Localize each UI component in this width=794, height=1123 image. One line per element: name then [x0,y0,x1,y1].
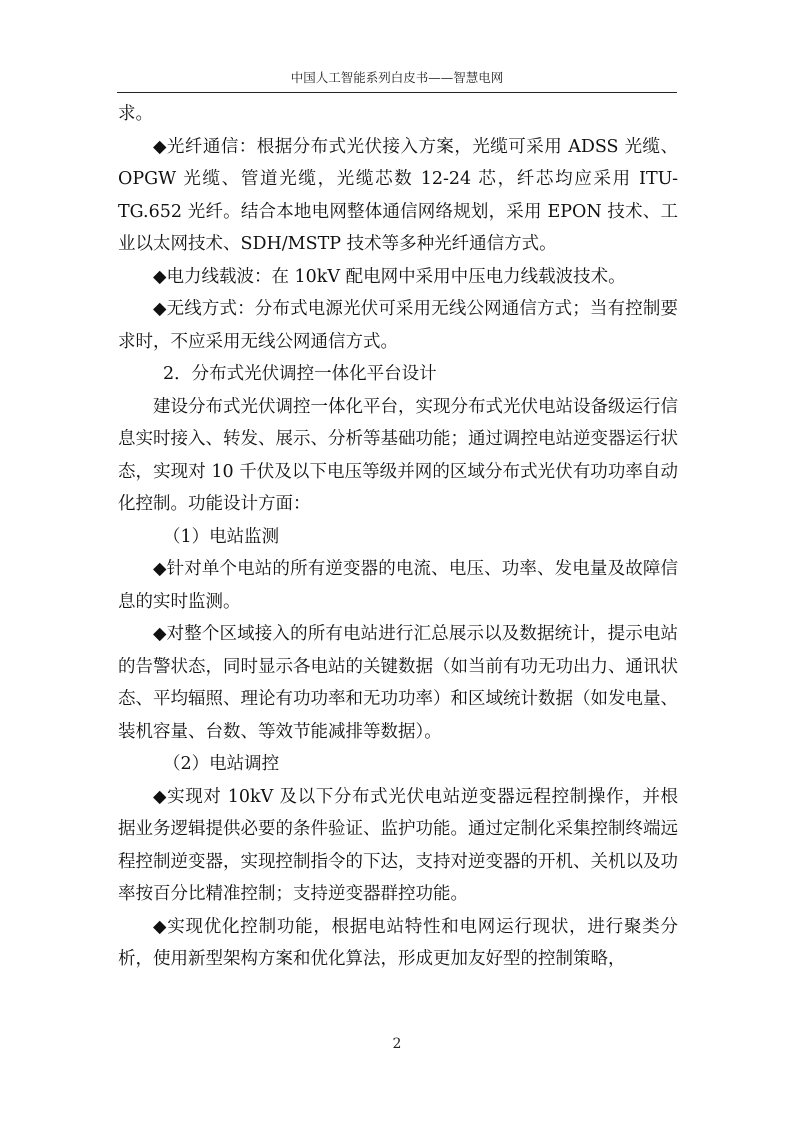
document-body [118,98,678,976]
section-heading-platform-design: 2．分布式光伏调控一体化平台设计 [163,364,437,384]
paragraph-continuation: 求。 [118,104,153,124]
paragraph-remote-control: ◆实现对 10kV 及以下分布式光伏电站逆变器远程控制操作，并根据业务逻辑提供必要的条件验证、监护功能。通过定制化采集控制终端远程控制逆变器，实现控制指令的下达，支持对逆变器的开机、关机以及功率按百分比精准控制；支持逆变器群控功能。 [118,786,678,904]
page-header: 中国人工智能系列白皮书——智慧电网 [117,66,677,93]
paragraph-wireless: ◆无线方式：分布式电源光伏可采用无线公网通信方式；当有控制要求时，不应采用无线公网通信方式。 [118,299,678,352]
paragraph-power-line-carrier: ◆电力线载波：在 10kV 配电网中采用中压电力线载波技术。 [153,266,626,287]
paragraph-platform-intro: 建设分布式光伏调控一体化平台，实现分布式光伏电站设备级运行信息实时接入、转发、展示、分析等基础功能；通过调控电站逆变器运行状态，实现对 10 千伏及以下电压等级并网的区域分布式光伏有功功率自动化控制。功能设计方面： [118,396,678,514]
paragraph-regional-summary: ◆对整个区域接入的所有电站进行汇总展示以及数据统计，提示电站的告警状态，同时显示各电站的关键数据（如当前有功无功出力、通讯状态、平均辐照、理论有功功率和无功功率）和区域统计数据（如发电量、装机容量、台数、等效节能减排等数据）。 [118,624,678,742]
page-number: 2 [392,1036,402,1052]
subheading-station-control: （2）电站调控 [163,754,280,774]
subheading-station-monitoring: （1）电站监测 [163,526,280,547]
paragraph-optimized-control: ◆实现优化控制功能，根据电站特性和电网运行现状，进行聚类分析，使用新型架构方案和优化算法，形成更加友好型的控制策略， [118,916,678,969]
paragraph-fiber-communication: ◆光纤通信：根据分布式光伏接入方案，光缆可采用 ADSS 光缆、OPGW 光缆、管道光缆，光缆芯数 12-24 芯，纤芯均应采用 ITU-TG.652 光纤。结合本地电网整体通信网络规划，采用 EPON 技术、工业以太网技术、SDH/MSTP 技术等多种光纤通信方式。 [118,136,678,254]
paragraph-single-station-monitoring: ◆针对单个电站的所有逆变器的电流、电压、功率、发电量及故障信息的实时监测。 [118,559,678,612]
